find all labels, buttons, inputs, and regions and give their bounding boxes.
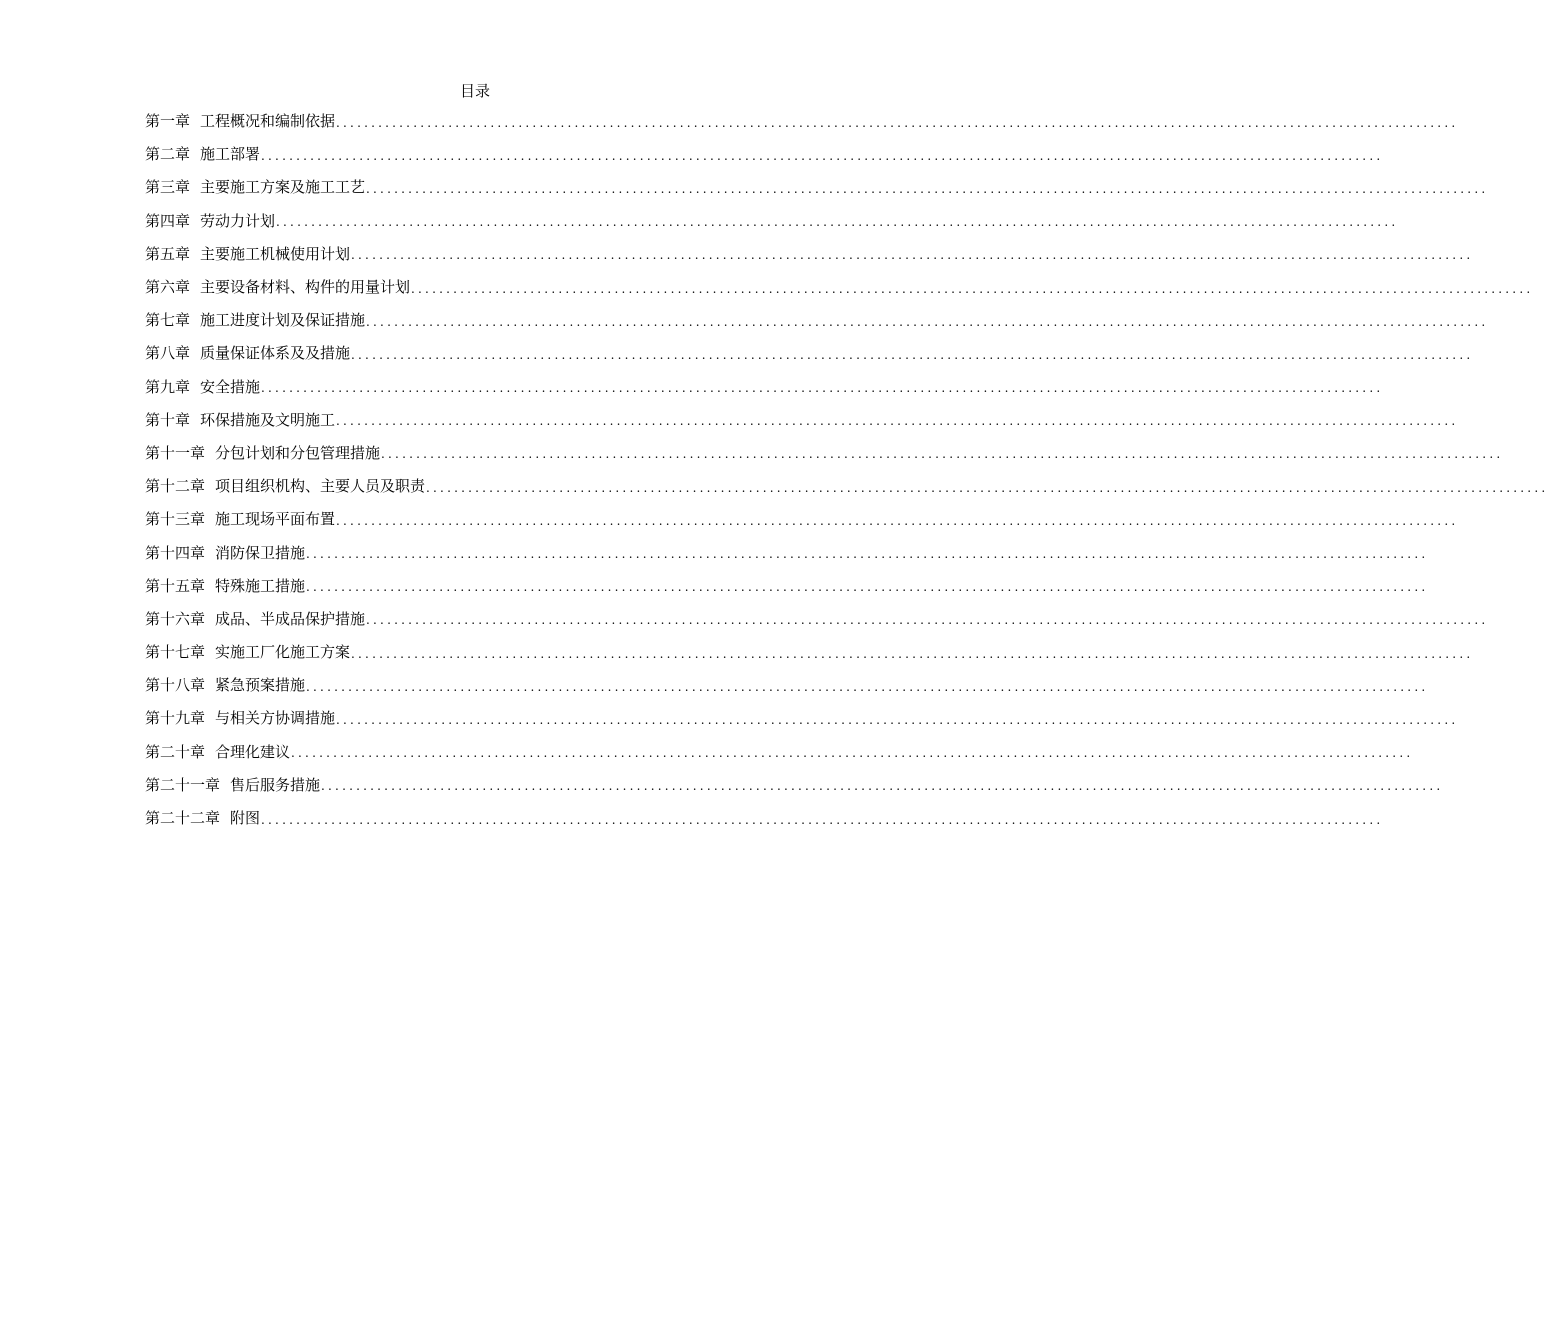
chapter-title: 施工进度计划及保证措施	[200, 311, 366, 330]
dot-leader: ................................................................................................................................................................	[381, 447, 1504, 462]
toc-entry[interactable]	[145, 668, 1429, 701]
dot-leader: ................................................................................................................................................................	[261, 148, 1384, 163]
dot-leader: ................................................................................................................................................................	[261, 812, 1384, 827]
toc-entry[interactable]	[145, 303, 1489, 336]
dot-leader: ................................................................................................................................................................	[306, 679, 1429, 694]
dot-leader: ................................................................................................................................................................	[336, 712, 1459, 727]
chapter-title: 环保措施及文明施工	[200, 410, 336, 429]
toc-entry[interactable]	[145, 535, 1429, 568]
toc-entry[interactable]	[145, 336, 1474, 369]
toc-entry[interactable]	[145, 104, 1459, 137]
toc-list	[145, 104, 1548, 834]
chapter-number: 第十七章	[145, 643, 206, 662]
chapter-number: 第二十章	[145, 742, 206, 761]
chapter-number: 第一章	[145, 112, 191, 131]
toc-entry[interactable]	[145, 801, 1384, 834]
chapter-number: 第二章	[145, 145, 191, 164]
toc-entry[interactable]	[145, 469, 1548, 502]
dot-leader: ................................................................................................................................................................	[306, 580, 1429, 595]
dot-leader: ................................................................................................................................................................	[261, 381, 1384, 396]
chapter-title: 工程概况和编制依据	[200, 112, 336, 131]
chapter-number: 第十章	[145, 410, 191, 429]
dot-leader: ................................................................................................................................................................	[351, 646, 1474, 661]
chapter-number: 第十四章	[145, 543, 206, 562]
chapter-title: 劳动力计划	[200, 211, 276, 230]
toc-entry[interactable]	[145, 403, 1459, 436]
dot-leader: ................................................................................................................................................................	[351, 347, 1474, 362]
chapter-title: 主要施工方案及施工工艺	[200, 178, 366, 197]
dot-leader: ................................................................................................................................................................	[336, 115, 1459, 130]
chapter-number: 第三章	[145, 178, 191, 197]
chapter-number: 第十六章	[145, 609, 206, 628]
chapter-title: 附图	[230, 809, 261, 828]
dot-leader: ................................................................................................................................................................	[366, 613, 1489, 628]
dot-leader: ................................................................................................................................................................	[291, 746, 1414, 761]
chapter-number: 第五章	[145, 244, 191, 263]
chapter-title: 成品、半成品保护措施	[215, 609, 366, 628]
chapter-title: 消防保卫措施	[215, 543, 306, 562]
toc-heading: 目录	[459, 82, 490, 100]
dot-leader: ................................................................................................................................................................	[351, 248, 1474, 263]
dot-leader: ................................................................................................................................................................	[366, 181, 1489, 196]
chapter-title: 主要设备材料、构件的用量计划	[200, 278, 411, 297]
dot-leader: ................................................................................................................................................................	[411, 281, 1534, 296]
chapter-title: 施工部署	[200, 145, 261, 164]
chapter-title: 项目组织机构、主要人员及职责	[215, 477, 426, 496]
toc-entry[interactable]	[145, 237, 1474, 270]
dot-leader: ................................................................................................................................................................	[336, 414, 1459, 429]
dot-leader: ................................................................................................................................................................	[321, 779, 1444, 794]
toc-entry[interactable]	[145, 569, 1429, 602]
chapter-title: 实施工厂化施工方案	[215, 643, 351, 662]
chapter-number: 第八章	[145, 344, 191, 363]
chapter-number: 第十三章	[145, 510, 206, 529]
dot-leader: ................................................................................................................................................................	[306, 547, 1429, 562]
dot-leader: ................................................................................................................................................................	[366, 314, 1489, 329]
chapter-title: 施工现场平面布置	[215, 510, 336, 529]
chapter-number: 第十二章	[145, 477, 206, 496]
toc-entry[interactable]	[145, 137, 1384, 170]
toc-entry[interactable]	[145, 635, 1474, 668]
chapter-number: 第六章	[145, 278, 191, 297]
toc-entry[interactable]	[145, 204, 1399, 237]
chapter-title: 主要施工机械使用计划	[200, 244, 351, 263]
dot-leader: ................................................................................................................................................................	[426, 480, 1548, 495]
chapter-title: 分包计划和分包管理措施	[215, 443, 381, 462]
chapter-title: 紧急预案措施	[215, 676, 306, 695]
chapter-title: 质量保证体系及及措施	[200, 344, 351, 363]
toc-entry[interactable]	[145, 502, 1459, 535]
dot-leader: ................................................................................................................................................................	[336, 513, 1459, 528]
chapter-number: 第二十一章	[145, 775, 221, 794]
toc-entry[interactable]	[145, 270, 1534, 303]
chapter-title: 售后服务措施	[230, 775, 321, 794]
toc-entry[interactable]	[145, 370, 1384, 403]
chapter-title: 合理化建议	[215, 742, 291, 761]
chapter-number: 第十五章	[145, 576, 206, 595]
chapter-number: 第七章	[145, 311, 191, 330]
chapter-number: 第四章	[145, 211, 191, 230]
chapter-title: 与相关方协调措施	[215, 709, 336, 728]
chapter-number: 第九章	[145, 377, 191, 396]
chapter-number: 第二十二章	[145, 809, 221, 828]
chapter-title: 特殊施工措施	[215, 576, 306, 595]
chapter-title: 安全措施	[200, 377, 261, 396]
toc-entry[interactable]	[145, 768, 1444, 801]
chapter-number: 第十八章	[145, 676, 206, 695]
toc-entry[interactable]	[145, 701, 1459, 734]
chapter-number: 第十九章	[145, 709, 206, 728]
toc-entry[interactable]	[145, 436, 1504, 469]
dot-leader: ................................................................................................................................................................	[276, 215, 1399, 230]
toc-entry[interactable]	[145, 170, 1489, 203]
chapter-number: 第十一章	[145, 443, 206, 462]
toc-entry[interactable]	[145, 602, 1489, 635]
toc-entry[interactable]	[145, 735, 1414, 768]
